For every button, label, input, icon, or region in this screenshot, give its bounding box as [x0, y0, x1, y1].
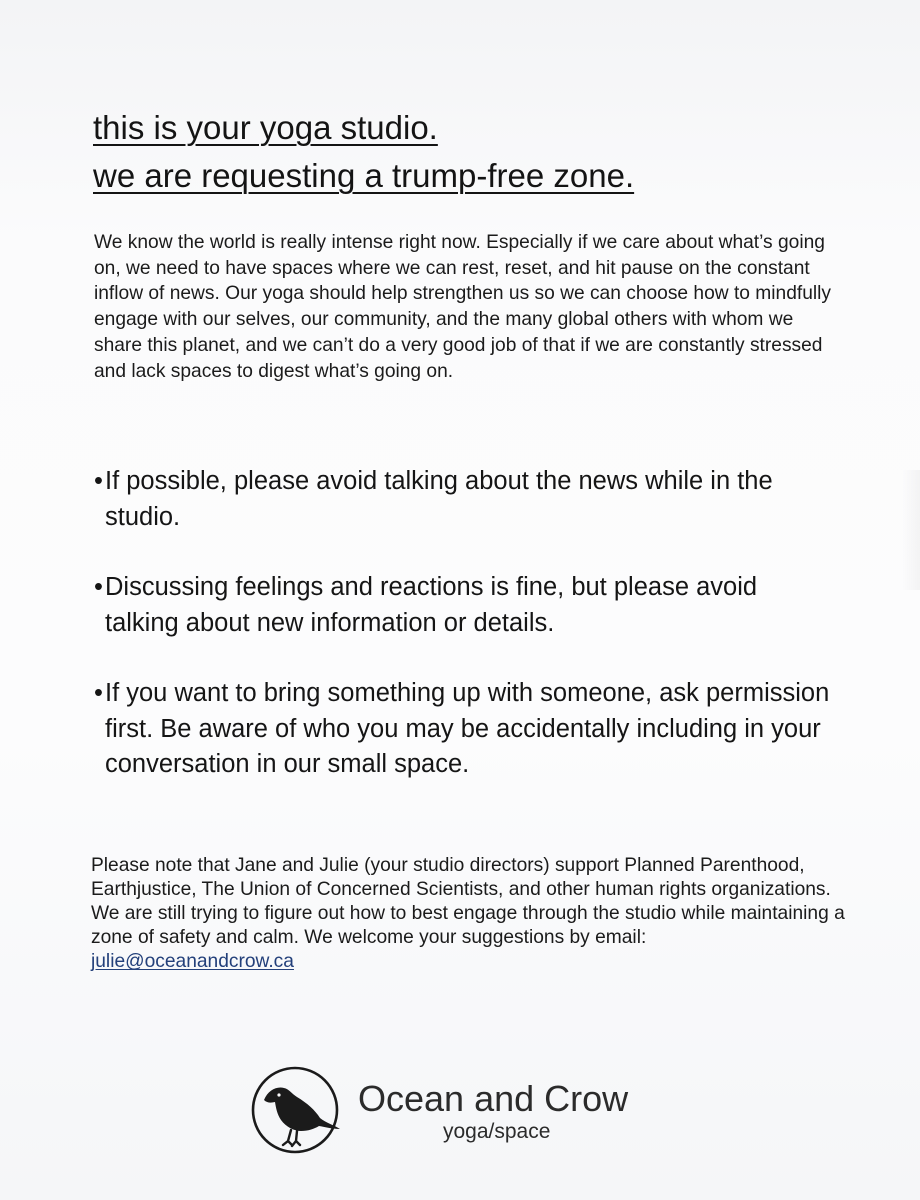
guideline-text: If you want to bring something up with someone, ask permission first. Be aware of who you may be accidentally including in your conversation in our small space.	[105, 679, 830, 778]
note-text: Please note that Jane and Julie (your studio directors) support Planned Parenthood, Earthjustice, The Union of Concerned Scientists, and other human rights organizations. We are still trying to figure out how to best engage through the studio while maintaining a zone of safety and calm. We welcome your suggestions by email:	[91, 855, 845, 949]
title-line-2: we are requesting a trump-free zone.	[93, 157, 635, 194]
title-line-1: this is your yoga studio.	[93, 109, 438, 146]
page-title	[93, 104, 634, 200]
guideline-text: If possible, please avoid talking about the news while in the studio.	[105, 467, 773, 531]
bullet-marker: •	[94, 467, 103, 495]
brand-name: Ocean and Crow	[358, 1078, 629, 1119]
brand-tagline: yoga/space	[443, 1120, 551, 1143]
guideline-item	[94, 676, 834, 783]
intro-paragraph: We know the world is really intense right now. Especially if we care about what’s going on, we need to have spaces where we can rest, reset, and hit pause on the constant inflow of news. Our yoga should help strengthen us so we can choose how to mindfully engage with our selves, our community, and the many global others with whom we share this planet, and we can’t do a very good job of that if we are constantly stressed and lack spaces to digest what’s going on.	[94, 232, 832, 382]
guidelines-list	[94, 464, 834, 783]
note-paragraph	[91, 854, 851, 974]
email-link[interactable]: julie@oceanandcrow.ca	[91, 951, 294, 973]
guideline-item	[94, 464, 834, 535]
brand-logo	[250, 1065, 670, 1155]
paper-fold-shadow	[902, 470, 920, 590]
bullet-marker: •	[94, 573, 103, 601]
guideline-text: Discussing feelings and reactions is fine, but please avoid talking about new information or details.	[105, 573, 758, 637]
guideline-item	[94, 570, 834, 641]
crow-icon	[250, 1065, 340, 1155]
bullet-marker: •	[94, 679, 103, 707]
